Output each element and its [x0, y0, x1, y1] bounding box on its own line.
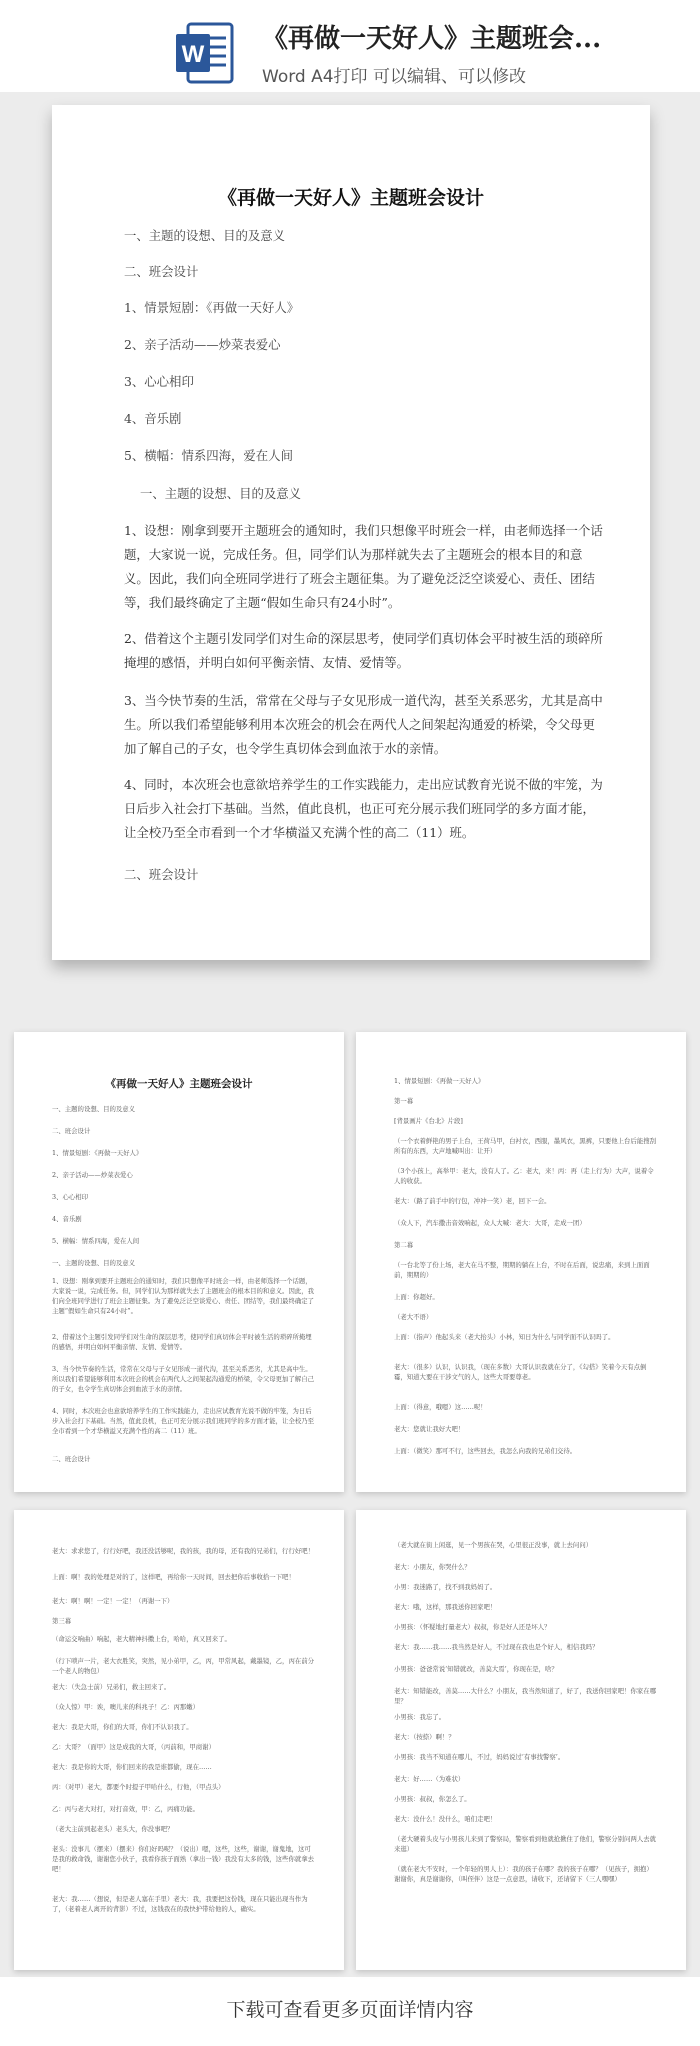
section-heading: 一、主题的设想、目的及意义: [140, 486, 302, 501]
thumb-line: 上面：（微笑）那可不行，这些回去，我怎么向我的兄弟们交待。: [394, 1447, 577, 1455]
paragraph: 2、借着这个主题引发同学们对生命的深层思考，使同学们真切体会平时被生活的琐碎所掩埋的感悟，并明白如何平衡亲情、友情、爱情等。: [124, 631, 603, 670]
thumb-line: （众人下，汽车撒击音效响起，众人大喊：老大：大哥，走成一团）: [394, 1219, 586, 1227]
thumb-line: 老大：没什么！没什么，咱们走吧！: [394, 1815, 497, 1823]
thumb-line: 小男：我迷路了，找不到我妈妈了。: [394, 1583, 497, 1591]
thumb-line: 老大：我是你的大哥，你们回来的我是谁都偷，现在……: [52, 1763, 212, 1771]
thumb-line: 2、借着这个主题引发同学们对生命的深层思考，使同学们真切体会平时被生活的琐碎所掩埋的感悟，并明白如何平衡亲情、友情、爱情等。: [52, 1333, 312, 1351]
thumb-line: （老大不语）: [394, 1313, 433, 1321]
document-title: 《再做一天好人》主题班会...: [262, 24, 602, 54]
thumb-line: 小男孩：我当不知道在哪儿，不过，妈妈说过‘有事找警察’。: [394, 1753, 565, 1761]
thumb-line: 上面：（得意，哦嗯）这……呢！: [394, 1403, 487, 1411]
thumb-line: [背景画片《台北》片段]: [394, 1117, 463, 1125]
thumb-line: 3、当今快节奏的生活，常常在父母与子女见形成一道代沟，甚至关系恶劣，尤其是高中生。所以我们希望能够利用本次班会的机会在两代人之间架起沟通爱的桥梁，令父母更加了解自己的子女，也令学生真切体会到血浓于水的亲情。: [52, 1365, 315, 1393]
thumb-line: 老大：我……（想说，但是老人塞在手里）老大：我，我要把这份钱，现在只能出现当作为了，（老着老人离开的背影）不过，这钱我在的我快护带给他的人，确实。: [52, 1895, 308, 1913]
thumb-line: 老大：啊！啊！一定！一定！（再谢一下）: [52, 1597, 174, 1605]
thumb-line: 老大：我……我……我当然是好人，不过现在我也是个好人，相信我吗？: [394, 1643, 599, 1651]
thumb-line: 一、主题的设想、目的及意义: [52, 1105, 136, 1113]
thumb-line: 老大：我是大哥，你们的大哥，你们不认识我了。: [52, 1723, 193, 1731]
thumb-line: 老大：小朋友，你哭什么？: [394, 1563, 471, 1571]
thumb-line: 上面：你超好。: [394, 1293, 439, 1301]
page-thumbnail-3[interactable]: [14, 1510, 344, 1970]
thumb-line: 1、设想：刚拿到要开主题班会的通知时，我们只想像平时班会一样，由老师选择一个话题，大家说一说，完成任务。但，同学们认为那样就失去了主题班会的根本目的和意义。因此，我们向全班同学进行了班会主题征集。为了避免泛泛空谈爱心、责任、团结等，我们最终确定了主题“假如生命只有24小时”。: [52, 1277, 315, 1315]
thumb-line: 第三幕: [52, 1617, 72, 1625]
download-more-link[interactable]: 下载可查看更多页面详情内容: [226, 1999, 474, 2021]
thumb-line: 老大：好……（为难状）: [394, 1775, 465, 1783]
thumb-line: 第二幕: [394, 1241, 414, 1249]
outline-line: 3、心心相印: [124, 374, 194, 389]
document-subtitle: Word A4打印 可以编辑、可以修改: [262, 67, 526, 87]
thumb-line: 老大：（按捺）啊！？: [394, 1733, 455, 1741]
thumb-line: 5、横幅：情系四海，爱在人间: [52, 1237, 140, 1245]
page-thumbnail-4[interactable]: [356, 1510, 686, 1970]
thumb-line: 老大：哦，这样，那我送你回家吧！: [394, 1603, 497, 1611]
thumb-line: 老大：（路了前手中的行包，冲冲一笑）老，回下一会。: [394, 1197, 551, 1205]
thumb-line: 老大：（失急士前）兄弟们，救主回来了。: [52, 1683, 171, 1691]
thumb-line: 丙：（对甲）老大，都要个时提子甲哈什么，行他，（甲点头）: [52, 1783, 225, 1791]
thumb-line: （一个衣着鲜艳的男子上台，王荷马甲，白衬衣，西服，墨风衣，黑裤，只要他上台后能搜刮所有的东西，大声地喊叫出：让开）: [394, 1137, 657, 1155]
thumb-line: （就在老大不安时，一个年轻的男人上）：我的孩子在哪？我的孩子在哪？（见孩子，拥抱）谢谢你，真是谢谢你，（叫侄伴）这是一点意思，请收下，还请留下（三人嘿嘿）: [394, 1865, 653, 1883]
thumb-line: 老大：您就让我好大吧！: [394, 1425, 465, 1433]
thumb-line: （老大硬着头皮与小男孩儿来到了警察局，警察看到他就抢揪住了他们，警察分别问两人去就来逛）: [394, 1835, 657, 1853]
thumb-line: 2、亲子活动——炒菜表爱心: [52, 1171, 133, 1179]
thumb-line: （老大主前到起老头）老头大，你没事吧？: [52, 1825, 174, 1833]
thumb-line: 小男孩：我忘了。: [394, 1713, 446, 1721]
thumb-line: （3个小孩上，高举甲：老大，没有人了。乙：老大，来！丙：再（走上行为）大声，说着令人的收获。: [394, 1167, 654, 1185]
thumb-line: （众人惊）甲：诶，噢儿来的科兆子！乙：丙那嫩）: [52, 1703, 199, 1711]
thumb-line: 二、班会设计: [52, 1455, 91, 1463]
thumb-line: 老大：求求您了，行行好吧，我还没活够呢，我的孩，我的母，还有我的兄弟们，行行好吧！: [52, 1547, 315, 1555]
word-document-icon: [174, 20, 236, 86]
outline-line: 2、亲子活动——炒菜表爱心: [124, 337, 281, 352]
thumb-line: 乙：丙与老大对打，对打音效，甲：乙，丙痛功能。: [52, 1805, 199, 1813]
main-page-preview[interactable]: [52, 105, 650, 960]
outline-line: 4、音乐剧: [124, 411, 182, 426]
outline-line: 5、横幅：情系四海，爱在人间: [124, 448, 293, 463]
word-icon-letter: W: [181, 41, 205, 68]
thumb-line: 3、心心相印: [52, 1193, 89, 1201]
thumb-line: （命运交响曲）响起，老大精神抖擞上台，哈哈，真又回来了。: [52, 1635, 231, 1643]
thumb-line: 乙：大哥？（面甲）这是成我的大哥，（丙前和，甲商谢）: [52, 1743, 215, 1751]
thumb-line: 小男孩：爸爸常说‘知错就改，善莫大焉’，你现在是，啥？: [394, 1665, 558, 1673]
page-thumbnail-2[interactable]: [356, 1032, 686, 1492]
thumb-line: （老大就在街上闲逛，见一个男孩在哭，心里很正没事，就上去问问）: [394, 1541, 593, 1549]
paragraph: 4、同时，本次班会也意欲培养学生的工作实践能力，走出应试教育光说不做的牢笼，为日后步入社会打下基础。当然，值此良机，也正可充分展示我们班同学的多方面才能，让全校乃至全市看到一个才华横溢又充满个性的高二（11）班。: [124, 777, 603, 840]
thumb-line: 老大：知错能改，善莫……大什么？小朋友，我当然知道了，好了，我送你回家吧！你家在哪里？: [394, 1687, 657, 1705]
paragraph: 3、当今快节奏的生活，常常在父母与子女见形成一道代沟，甚至关系恶劣，尤其是高中生。所以我们希望能够利用本次班会的机会在两代人之间架起沟通爱的桥梁，令父母更加了解自己的子女，也令学生真切体会到血浓于水的亲情。: [124, 693, 603, 756]
thumb-line: 4、同时，本次班会也意欲培养学生的工作实践能力，走出应试教育光说不做的牢笼，为日后步入社会打下基础。当然，值此良机，也正可充分展示我们班同学的多方面才能，让全校乃至全市看到一个才华横溢又充满个性的高二（11）班。: [52, 1407, 315, 1435]
thumb-line: （一台北等了份上场，老大在马不整，期期的躺在上台，不时在后面，说忠痛，来到上面面前，期期的）: [394, 1261, 650, 1279]
thumb-line: 上面：啊！我的处理是对的了，这样吧，再给你一天时间，回去把你后事收拾一下吧！: [52, 1573, 295, 1581]
thumb-line: 一、主题的设想、目的及意义: [52, 1259, 136, 1267]
page-thumbnail-1[interactable]: [14, 1032, 344, 1492]
thumb-line: 1、情景短剧：《再做一天好人》: [52, 1149, 143, 1157]
thumb-line: 二、班会设计: [52, 1127, 91, 1135]
header-bar: [0, 0, 700, 92]
main-page-title: 《再做一天好人》主题班会设计: [217, 187, 484, 209]
thumb-title: 《再做一天好人》主题班会设计: [105, 1078, 253, 1090]
thumb-line: 老头：没事儿（摆来）（摆来）你们好吗呢？（说出）嗯，这些，这些，谢谢，谢鬼地，这可是我的救命钱，谢谢您小伙子，我看你孩子面熟（拿出一钱）我没有太多的钱，这些你就拿去吧！: [52, 1845, 315, 1873]
thumb-line: 1、情景短剧：《再做一天好人》: [394, 1077, 485, 1085]
thumb-line: 小男孩：叔叔，你怎么了。: [394, 1795, 471, 1803]
thumb-line: 小男孩：（怀疑地打量老大）叔叔，你是好人还是坏人？: [394, 1623, 551, 1631]
thumb-line: 上面：（指声）他起头来（老大抬头）小林，知日为什么与同学面不认识吗了。: [394, 1333, 615, 1341]
paragraph: 1、设想：刚拿到要开主题班会的通知时，我们只想像平时班会一样，由老师选择一个话题，大家说一说，完成任务。但，同学们认为那样就失去了主题班会的根本目的和意义。因此，我们向全班同学进行了班会主题征集。为了避免泛泛空谈爱心、责任、团结等，我们最终确定了主题“假如生命只有24小时”。: [124, 523, 603, 610]
thumb-line: 第一幕: [394, 1097, 414, 1105]
outline-line: 1、情景短剧：《再做一天好人》: [124, 300, 300, 315]
thumb-line: 老大：（很多）认识，认识我，（现在多数）大哥认识我就在分了，《勾搭》笑着今天有点倒霉，知道大要在干涉文气的人，这些大哥要尊老。: [394, 1363, 647, 1381]
outline-line: 二、班会设计: [124, 264, 199, 279]
thumb-line: 4、音乐剧: [52, 1215, 82, 1223]
outline-line: 一、主题的设想、目的及意义: [124, 228, 286, 243]
thumb-line: （行下唢声一片，老大衣胜笑，突然，见小弟甲，乙，丙，甲常风起，戴墨镜，乙，丙在前分一个老人的物包）: [52, 1657, 315, 1675]
section-heading: 二、班会设计: [124, 867, 199, 882]
